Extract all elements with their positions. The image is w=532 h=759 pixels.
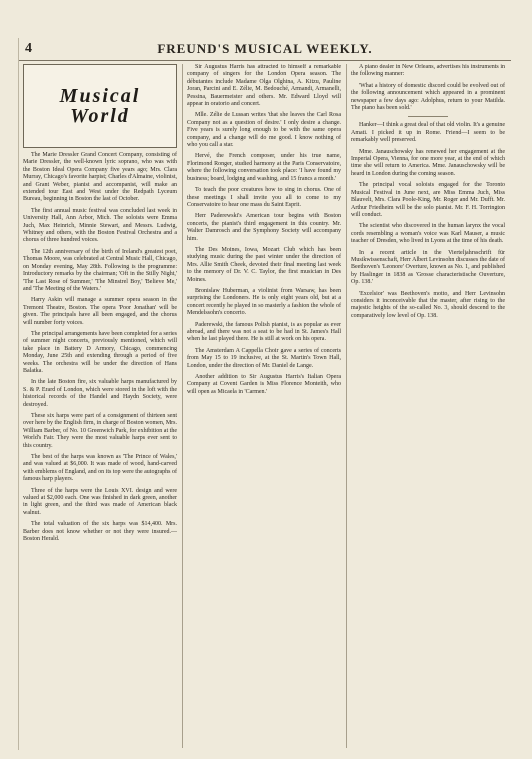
page-header xyxy=(19,38,511,61)
musical-world-masthead xyxy=(23,64,177,148)
article-paragraph: The 12th anniversary of the birth of Ireland's greatest poet, Thomas Moore, was celebrated at Central Music Hall, Chicago, on Monday evening, May 28th. Following is the programme: Introductory remarks by the chairman; 'Oft in the Stilly Night,' 'The Last Rose of Summer,' 'The Minstrel Boy,' 'Believe Me,' and 'The Meeting of the Waters.' xyxy=(23,248,177,292)
article-paragraph: Mlle. Zélie de Lussan writes 'that she leaves the Carl Rosa Company not as a question of desire.' I only desire a change. Five years is surely long enough to be with the same opera company, and a change will do me good. I know nothing of who you call a star. xyxy=(187,112,341,149)
article-paragraph: Sir Augustus Harris has attracted to himself a remarkable company of singers for the London Opera season. The débutantes include Madame Olga Olghina, A. Kitzu, Pauline Joran, Parcini and E. Zélie, M. Bedouché, Armandi, Armanelli, Pessina, Bauermeister and others. Mr. Edward Lloyd will appear in oratorio and concert. xyxy=(187,64,341,108)
article-paragraph: Mme. Janauschowsky has renewed her engagement at the Imperial Opera, Vienna, for one more year, at the end of which time she will return to America. Mme. Janauschowsky will be heard in London during the coming season. xyxy=(351,148,505,177)
article-paragraph: Hanker—I think a great deal of that old violin. It's a genuine Amati. I picked it up in Rome. Friend—I seem to be remarkably well preserved. xyxy=(351,122,505,144)
article-paragraph: The Marie Dressler Grand Concert Company, consisting of Marie Dressler, the well-known lyric soprano, who was with the Boston Ideal Opera Company five years ago; Mrs. Clara Murray, Chicago's favorite harpist; Charles d'Almaine, violinist, and Grant Weber, pianist and accompanist, will make an extended tour East and West under the Redpath Lyceum Bureau, beginning in Boston the last of October. xyxy=(23,152,177,203)
article-paragraph: To teach the poor creatures how to sing in chorus. One of these meetings I shall invite you all to come to my Conservatoire to hear one mass du Saint Esprit. xyxy=(187,187,341,208)
column-rule xyxy=(346,64,347,748)
article-paragraph: The total valuation of the six harps was $14,400. Mrs. Barber does not know whether or not they were insured.—Boston Herald. xyxy=(23,521,177,543)
article-paragraph: These six harps were part of a consignment of thirteen sent over here by the English firm, in charge of Boston women, Mrs. William Barber, of No. 10 Greenwich Park, for exhibition at the World's Fair. They were the most valuable harps ever sent to this country. xyxy=(23,413,177,449)
article-paragraph: Hervé, the French composer, under his true name, Florimond Ronger, studied harmony at the Paris Conservatoire, where the following conversation took place: 'I have found my business; board, lodging and washing, and 15 francs a month.' xyxy=(187,153,341,182)
right-column xyxy=(351,64,505,748)
article-paragraph: The principal arrangements have been completed for a series of summer night concerts, previously mentioned, which will take place in Battery D Armory, Chicago, commencing Monday, June 25th and extending through a period of five weeks. The orchestra will be under the direction of Hans Balatka. xyxy=(23,330,177,374)
article-paragraph: In the late Boston fire, six valuable harps manufactured by S. & P. Erard of London, which were stored in the loft with the historical records of the Handel and Haydn Society, were destroyed. xyxy=(23,379,177,408)
article-paragraph: The Amsterdam A Cappella Choir gave a series of concerts from May 15 to 19 inclusive, at the St. Martin's Town Hall, London, under the direction of Mr. Daniel de Lange. xyxy=(187,347,341,369)
article-paragraph: Herr Paderewski's American tour begins with Boston concerts, the pianist's third engagement in this country. Mr. Walter Damrosch and the Symphony Society will accompany him. xyxy=(187,213,341,242)
newspaper-page xyxy=(18,38,511,750)
article-paragraph: The Des Moines, Iowa, Mozart Club which has been studying music during the past winter under the direction of Mrs. Allie Smith Cheek, devoted their final meeting last week to the memory of Dr. V. C. Taylor, the first musician in Des Moines. xyxy=(187,246,341,283)
article-paragraph: In a recent article in the Vierteljahrsschrift für Musikwissenschaft, Herr Albert Levinsohn discusses the date of Beethoven's 'Leonore' Overture, known as No. 1, and published by Haslinger in 1838 as 'Grosse characteristische Ouverture, Op. 138.' xyxy=(351,249,505,286)
article-paragraph: 'Excelsior' was Beethoven's motto, and Herr Levinsohn considers it inconceivable that the master, after rising to the majestic heights of the so-called No. 3, should descend to the comparatively low level of Op. 138. xyxy=(351,290,505,319)
article-paragraph: 'What a history of domestic discord could be evolved out of the following announcement which appeared in a prominent newspaper a few days ago: Adolphus, return to your Matilda. The piano has been sold.' xyxy=(351,82,505,112)
page-number: 4 xyxy=(25,41,32,56)
article-paragraph: Another addition to Sir Augustus Harris's Italian Opera Company at Covent Garden is Miss Florence Monteith, who will open as Micaela in 'Carmen.' xyxy=(187,374,341,395)
article-paragraph: Paderewski, the famous Polish pianist, is as popular as ever abroad, and there was not a seat to be had in St. James's Hall when he last played there. He is still at work on his opera. xyxy=(187,321,341,343)
publication-title: FREUND'S MUSICAL WEEKLY. xyxy=(157,41,373,56)
masthead-title: Musical World xyxy=(59,85,141,127)
article-paragraph: A piano dealer in New Orleans, advertises his instruments in the following manner: xyxy=(351,64,505,78)
section-divider xyxy=(408,116,448,117)
middle-column xyxy=(187,64,341,748)
article-paragraph: The best of the harps was known as 'The Prince of Wales,' and was valued at $6,000. It was made of wood, hand-carved with emblems of England, and on its top were the autographs of famous harp players. xyxy=(23,454,177,483)
article-paragraph: Bronislaw Huberman, a violinist from Warsaw, has been surprising the Londoners. He is only eight years old, but at a concert recently he played in so masterly a fashion the whole of Mendelssohn's concerto. xyxy=(187,287,341,317)
column-rule xyxy=(182,64,183,748)
article-paragraph: Harry Askin will manage a summer opera season in the Tremont Theatre, Boston. The opera 'Poor Jonathan' will be given. The principals have all been engaged, and the chorus will number forty voices. xyxy=(23,297,177,326)
article-paragraph: The first annual music festival was concluded last week in University Hall, Ann Arbor, Mich. The soloists were Emma Juch, Max Heinrich, Minnie Stewart, and Messrs. Ludwig, Whitney and others, with the Boston Festival Orchestra and a chorus of three hundred voices. xyxy=(23,207,177,244)
article-paragraph: The principal vocal soloists engaged for the Toronto Musical Festival in June next, are Miss Emma Juch, Miss Blauvelt, Mrs. Clara Poole-King, Mr. Roger and Mr. Dufft. Mr. Arthur Friedheim will be the solo pianist. Mr. F. H. Torrington will conduct. xyxy=(351,182,505,218)
left-column xyxy=(23,64,177,748)
article-paragraph: The scientist who discovered in the human larynx the vocal cords resembling a woman's voice was Karl Mauser, a music teacher of Dresden, who lived in Lyons at the time of his death. xyxy=(351,223,505,245)
article-paragraph: Three of the harps were the Louis XVI. design and were valued at $2,000 each. One was finished in dark green, another in light green, and the third was made of American black walnut. xyxy=(23,487,177,516)
